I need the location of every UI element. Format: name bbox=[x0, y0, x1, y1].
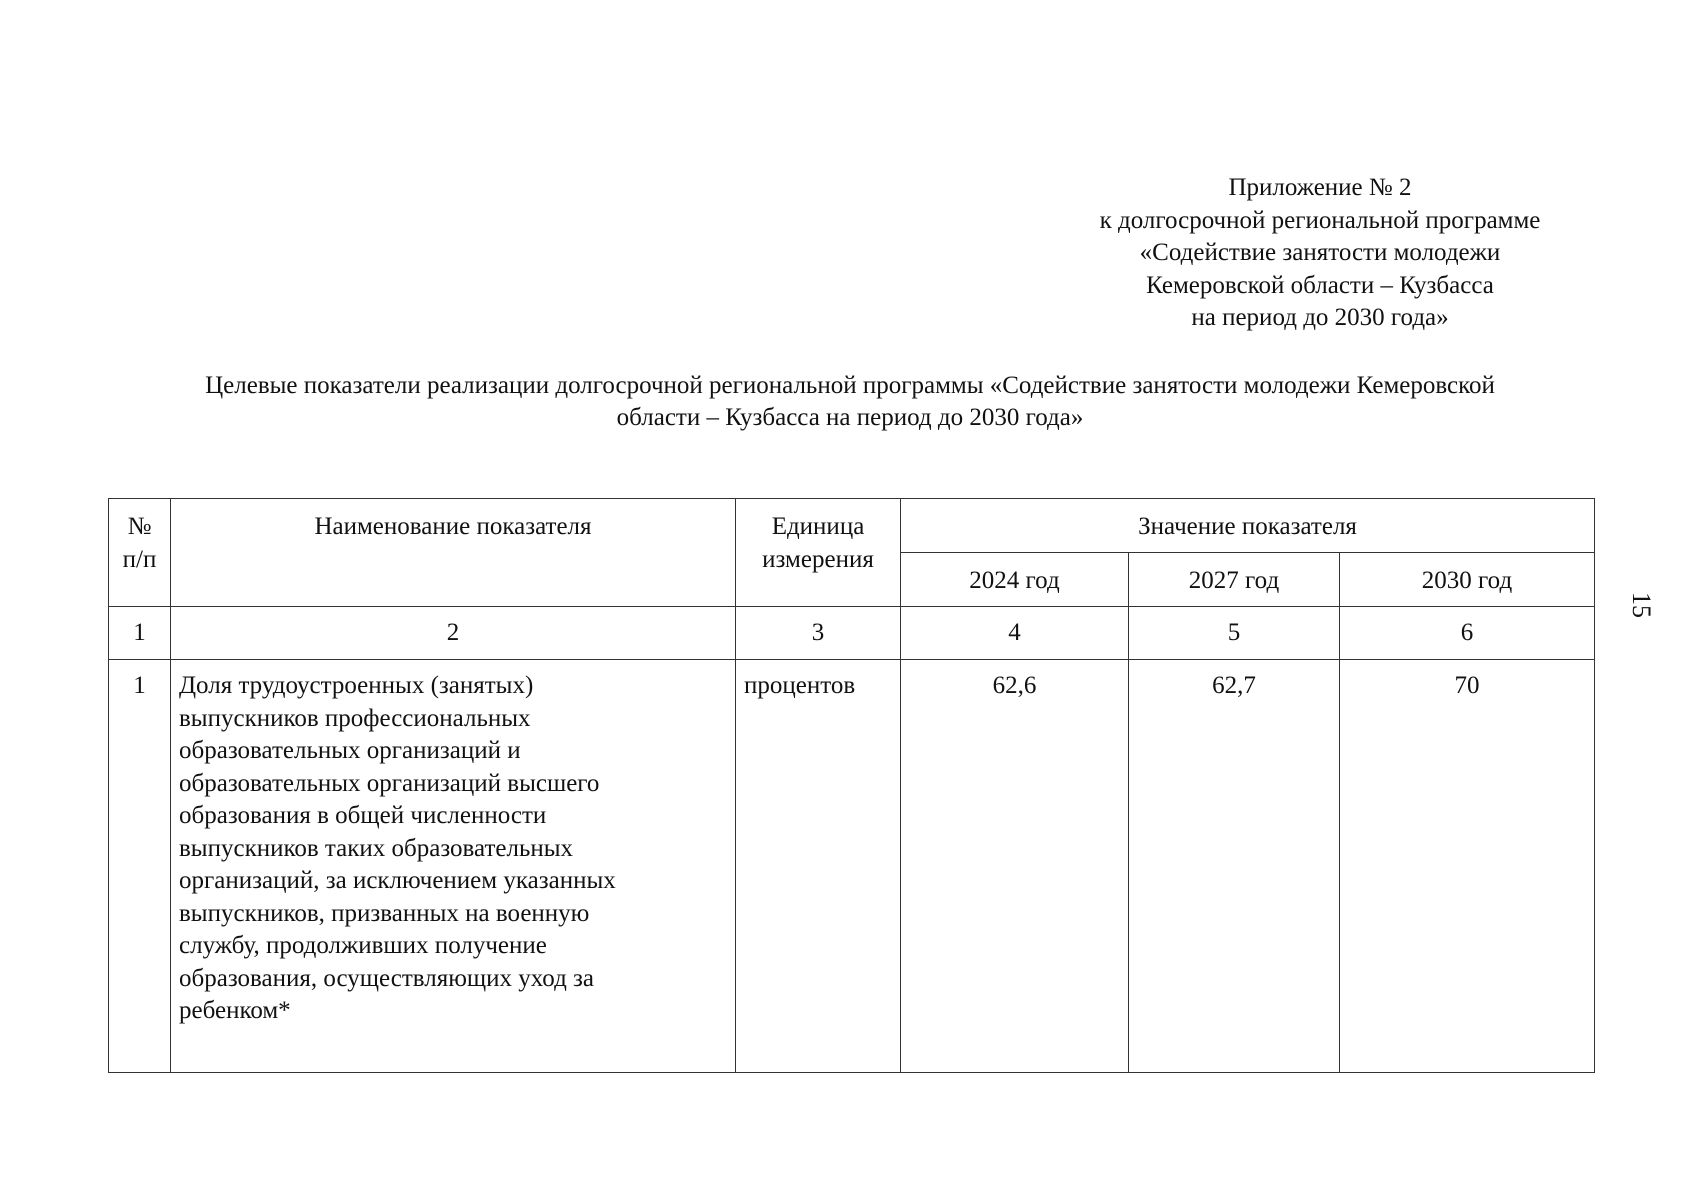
appendix-line: на период до 2030 года» bbox=[1191, 304, 1449, 331]
value-cell-2024 bbox=[901, 660, 1129, 1073]
header-number-line: п/п bbox=[122, 545, 157, 573]
appendix-line: Кемеровской области – Кузбасса bbox=[1146, 271, 1494, 299]
column-number: 2 bbox=[171, 607, 736, 660]
indicator-name-line: выпускников профессиональных bbox=[179, 704, 531, 732]
unit-value: процентов bbox=[744, 672, 856, 699]
indicator-name-line: ребенком* bbox=[179, 997, 291, 1024]
indicator-name-line: выпускников таких образовательных bbox=[179, 834, 574, 862]
indicators-table bbox=[108, 498, 1595, 1073]
page-number: 15 bbox=[1627, 592, 1656, 618]
appendix-line: «Содействие занятости молодежи bbox=[1139, 239, 1501, 266]
indicator-name-line: выпускников, призванных на военную bbox=[179, 899, 590, 927]
column-number: 3 bbox=[736, 607, 901, 660]
row-number: 1 bbox=[133, 672, 146, 699]
header-unit-line: измерения bbox=[762, 545, 874, 573]
header-year: 2030 год bbox=[1340, 553, 1595, 607]
table-header-row bbox=[109, 499, 1595, 553]
header-year: 2027 год bbox=[1129, 553, 1340, 607]
indicator-name-line: организаций, за исключением указанных bbox=[179, 867, 616, 894]
header-number bbox=[109, 499, 171, 607]
value-2027: 62,7 bbox=[1212, 672, 1256, 699]
indicator-name-line: службу, продолживших получение bbox=[179, 932, 547, 959]
column-number-row bbox=[109, 607, 1595, 660]
value-2030: 70 bbox=[1454, 672, 1480, 699]
header-number-line: № bbox=[127, 513, 152, 540]
value-cell-2027 bbox=[1129, 660, 1340, 1073]
header-unit-line: Единица bbox=[771, 513, 865, 540]
indicator-name bbox=[179, 660, 729, 1028]
indicator-name-line: Доля трудоустроенных (занятых) bbox=[179, 672, 534, 699]
header-value-group: Значение показателя bbox=[901, 499, 1595, 553]
document-title-line: области – Кузбасса на период до 2030 года» bbox=[616, 404, 1084, 431]
document-title-line: Целевые показатели реализации долгосрочной региональной программы «Содействие занятости молодежи Кемеровской bbox=[205, 372, 1495, 399]
column-number: 1 bbox=[109, 607, 171, 660]
indicator-name-cell bbox=[171, 660, 736, 1073]
appendix-heading bbox=[1040, 172, 1600, 335]
appendix-line: Приложение № 2 bbox=[1228, 174, 1412, 201]
table-row bbox=[109, 660, 1595, 1073]
header-year: 2024 год bbox=[901, 553, 1129, 607]
document-title bbox=[100, 370, 1600, 434]
header-unit bbox=[736, 499, 901, 607]
value-2024: 62,6 bbox=[992, 672, 1037, 699]
header-indicator-name: Наименование показателя bbox=[171, 499, 736, 607]
column-number: 4 bbox=[901, 607, 1129, 660]
unit-cell bbox=[736, 660, 901, 1073]
row-number-cell bbox=[109, 660, 171, 1073]
indicator-name-line: образования, осуществляющих уход за bbox=[179, 964, 595, 992]
column-number: 5 bbox=[1129, 607, 1340, 660]
column-number: 6 bbox=[1340, 607, 1595, 660]
indicator-name-line: образовательных организаций высшего bbox=[179, 769, 600, 797]
appendix-line: к долгосрочной региональной программе bbox=[1099, 206, 1541, 234]
indicator-name-line: образовательных организаций и bbox=[179, 737, 521, 764]
indicator-name-line: образования в общей численности bbox=[179, 802, 547, 829]
value-cell-2030 bbox=[1340, 660, 1595, 1073]
